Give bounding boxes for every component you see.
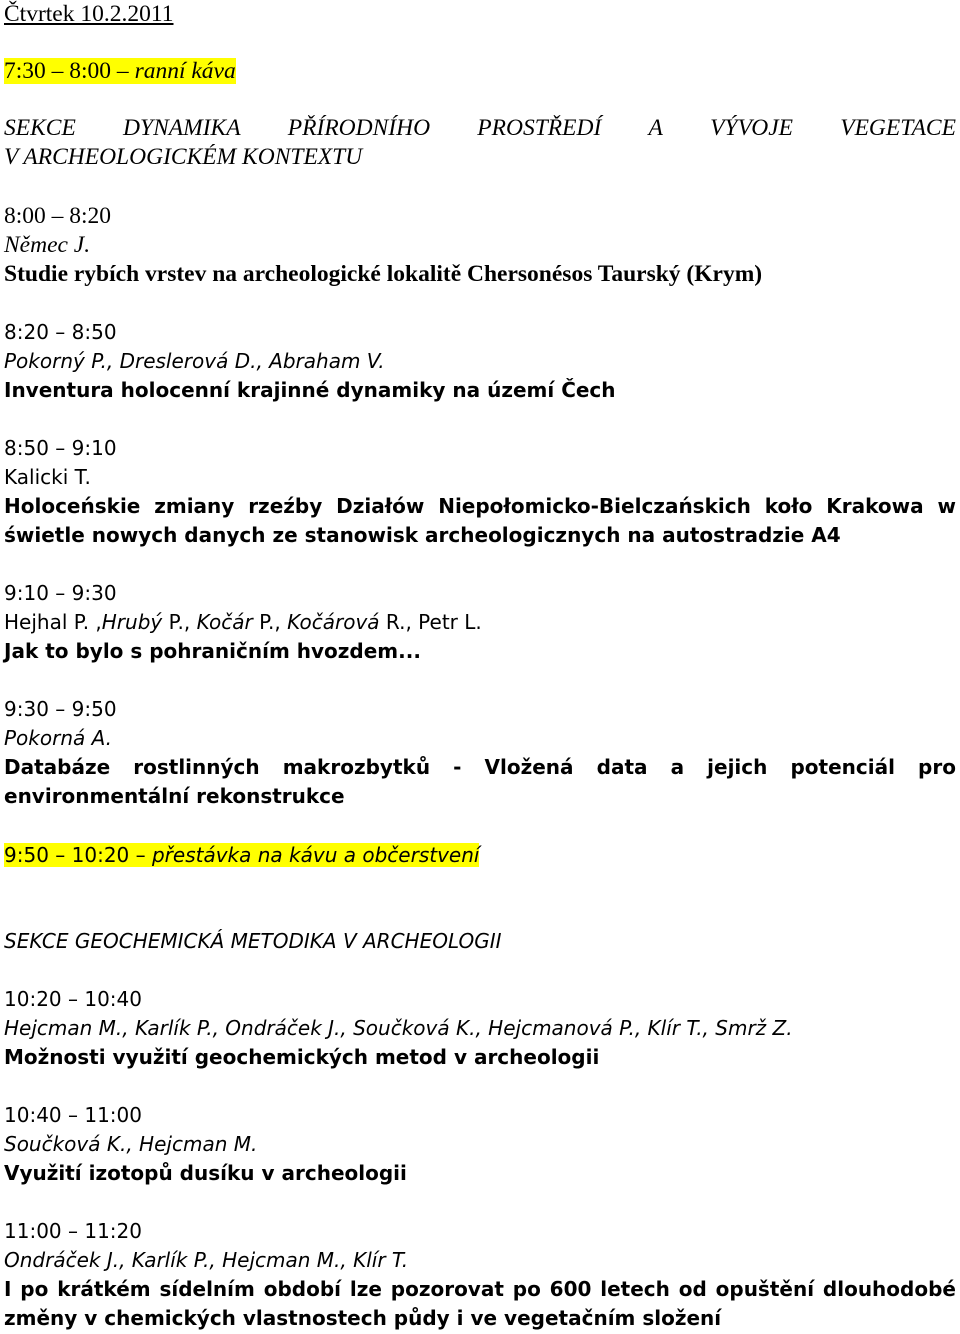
section2-title: SEKCE GEOCHEMICKÁ METODIKA V ARCHEOLOGII [4, 929, 502, 953]
talk-title-word: data [596, 755, 648, 779]
section1-title-word: VEGETACE [840, 115, 956, 141]
section1-title-line1 [4, 114, 956, 143]
talk-title-word: rzeźby [248, 494, 323, 518]
section1-title-word: PŘÍRODNÍHO [287, 115, 431, 141]
talk-title-word: po [20, 1277, 49, 1301]
talk-title-line1 [4, 753, 956, 782]
break-highlight [4, 843, 479, 867]
talk-title-word: I [4, 1277, 12, 1301]
talk-title-word: makrozbytků [282, 755, 431, 779]
author-part: P., [252, 610, 288, 634]
talk-time: 9:30 – 9:50 [4, 697, 117, 721]
talk-title-word: potenciál [790, 755, 895, 779]
talk-title: Studie rybích vrstev na archeologické lokalitě Chersonésos Taurský (Krym) [4, 261, 763, 287]
break-label: přestávka na kávu a občerstvení [151, 843, 480, 867]
section1-title-word: A [648, 115, 663, 141]
day-heading: Čtvrtek 10.2.2011 [4, 1, 174, 27]
talk-authors: Pokorná A. [4, 726, 113, 750]
talk-time: 8:00 – 8:20 [4, 203, 112, 229]
talk-title-word: lze [349, 1277, 382, 1301]
talk-title-word: w [937, 494, 956, 518]
author-part: Kočár [196, 610, 253, 634]
talk-authors: Němec J. [4, 232, 91, 258]
talk-authors [4, 608, 482, 637]
talk-title-word: pozorovat [390, 1277, 504, 1301]
talk-title: Využití izotopů dusíku v archeologii [4, 1161, 407, 1185]
break-row [4, 841, 479, 870]
talk-title-line1 [4, 1275, 956, 1304]
morning-coffee-highlight [4, 58, 236, 84]
talk-title-word: opuštění [715, 1277, 815, 1301]
talk-title-line2: změny v chemických vlastnostech půdy i ve vegetačním složení [4, 1306, 722, 1330]
talk-title: Inventura holocenní krajinné dynamiky na území Čech [4, 378, 616, 402]
talk-title-word: pro [918, 755, 956, 779]
talk-title-word: Działów [336, 494, 425, 518]
talk-authors: Kalicki T. [4, 465, 91, 489]
talk-title-word: od [678, 1277, 707, 1301]
author-part: Hrubý [101, 610, 163, 634]
talk-title: Jak to bylo s pohraničním hvozdem... [4, 639, 421, 663]
talk-title-word: Holoceńskie [4, 494, 141, 518]
talk-title-word: krátkém [57, 1277, 151, 1301]
talk-time: 8:20 – 8:50 [4, 320, 117, 344]
talk-title-word: a [670, 755, 685, 779]
talk-title-word: koło [764, 494, 813, 518]
talk-authors: Součková K., Hejcman M. [4, 1132, 258, 1156]
author-part: R., Petr L. [379, 610, 482, 634]
section1-title-word: DYNAMIKA [123, 115, 241, 141]
morning-coffee-time: 7:30 – 8:00 – [4, 58, 135, 84]
talk-title-word: rostlinných [133, 755, 260, 779]
talk-authors: Ondráček J., Karlík P., Hejcman M., Klír T. [4, 1248, 409, 1272]
section1-title-word: PROSTŘEDÍ [477, 115, 602, 141]
talk-authors: Pokorný P., Dreslerová D., Abraham V. [4, 349, 385, 373]
talk-time: 10:20 – 10:40 [4, 987, 142, 1011]
talk-title-line1 [4, 492, 956, 521]
section1-title-word: VÝVOJE [710, 115, 793, 141]
talk-time: 10:40 – 11:00 [4, 1103, 142, 1127]
talk-title-word: období [263, 1277, 342, 1301]
talk-title-word: Databáze [4, 755, 111, 779]
talk-title-word: zmiany [154, 494, 235, 518]
morning-coffee-label: ranní káva [134, 58, 236, 84]
talk-title-word: jejich [707, 755, 768, 779]
talk-title-word: Vložená [484, 755, 574, 779]
talk-title-word: - [453, 755, 462, 779]
talk-time: 11:00 – 11:20 [4, 1219, 142, 1243]
talk-title-line2: świetle nowych danych ze stanowisk archeologicznych na autostradzie A4 [4, 523, 841, 547]
talk-title-word: 600 [549, 1277, 592, 1301]
talk-title: Možnosti využití geochemických metod v archeologii [4, 1045, 600, 1069]
talk-title-word: po [512, 1277, 541, 1301]
talk-time: 9:10 – 9:30 [4, 581, 117, 605]
break-time: 9:50 – 10:20 – [4, 843, 152, 867]
author-part: P., [162, 610, 197, 634]
talk-authors: Hejcman M., Karlík P., Ondráček J., Součková K., Hejcmanová P., Klír T., Smrž Z. [4, 1016, 793, 1040]
talk-title-word: Krakowa [826, 494, 924, 518]
talk-title-word: sídelním [159, 1277, 255, 1301]
talk-title-word: Niepołomicko-Bielczańskich [438, 494, 751, 518]
author-part: Hejhal P. , [4, 610, 102, 634]
talk-title-word: letech [600, 1277, 670, 1301]
morning-coffee-row [4, 57, 236, 86]
section1-title-line2: V ARCHEOLOGICKÉM KONTEXTU [4, 144, 363, 170]
author-part: Kočárová [287, 610, 380, 634]
talk-title-line2: environmentální rekonstrukce [4, 784, 345, 808]
talk-time: 8:50 – 9:10 [4, 436, 117, 460]
talk-title-word: dlouhodobé [822, 1277, 956, 1301]
section1-title-word: SEKCE [4, 115, 76, 141]
